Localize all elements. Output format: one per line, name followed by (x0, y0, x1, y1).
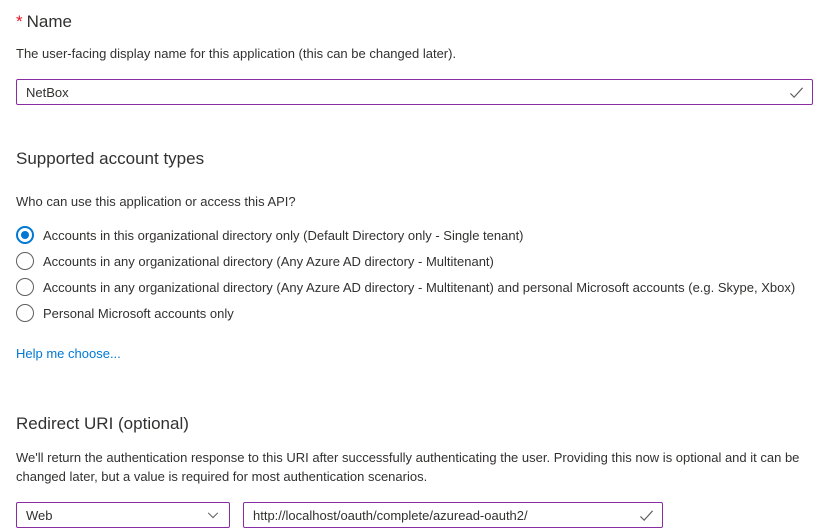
chevron-down-icon (206, 508, 220, 522)
name-section-title (16, 10, 813, 34)
redirect-uri-input[interactable] (243, 502, 663, 528)
radio-option-label: Personal Microsoft accounts only (43, 305, 234, 321)
radio-option-label: Accounts in any organizational directory (Any Azure AD directory - Multitenant) and personal Microsoft accounts (e.g. Skype, Xbox) (43, 279, 796, 295)
redirect-uri-section (16, 412, 813, 528)
name-description: The user-facing display name for this application (this can be changed later). (16, 46, 457, 61)
radio-option-single-tenant[interactable] (16, 222, 813, 248)
redirect-uri-title: Redirect URI (optional) (16, 414, 189, 433)
required-asterisk: * (16, 12, 23, 31)
help-me-choose-link[interactable]: Help me choose... (16, 346, 121, 361)
radio-option-label: Accounts in this organizational directory only (Default Directory only - Single tenant) (43, 227, 524, 243)
radio-option-multitenant[interactable] (16, 248, 813, 274)
account-types-title: Supported account types (16, 149, 205, 168)
account-type-radio-group (16, 222, 813, 326)
name-input-wrap (16, 79, 813, 105)
redirect-uri-controls (16, 502, 813, 528)
supported-account-types-section (16, 147, 813, 363)
name-title-text: Name (26, 12, 72, 31)
redirect-uri-input-wrap (243, 502, 663, 528)
radio-option-personal-only[interactable] (16, 300, 813, 326)
account-types-question: Who can use this application or access this API? (16, 194, 296, 209)
radio-option-label: Accounts in any organizational directory (Any Azure AD directory - Multitenant) (43, 253, 494, 269)
platform-dropdown[interactable] (16, 502, 230, 528)
redirect-uri-description: We'll return the authentication response to this URI after successfully authenticating the user. Providing this now is optional and it can be changed later, but a value is required for most authentication scenarios. (16, 450, 800, 484)
radio-button-icon[interactable] (16, 278, 34, 296)
radio-button-icon[interactable] (16, 304, 34, 322)
radio-option-multitenant-personal[interactable] (16, 274, 813, 300)
name-section (16, 10, 813, 105)
radio-button-icon[interactable] (16, 226, 34, 244)
platform-dropdown-value: Web (26, 507, 53, 523)
radio-button-icon[interactable] (16, 252, 34, 270)
name-input[interactable] (16, 79, 813, 105)
